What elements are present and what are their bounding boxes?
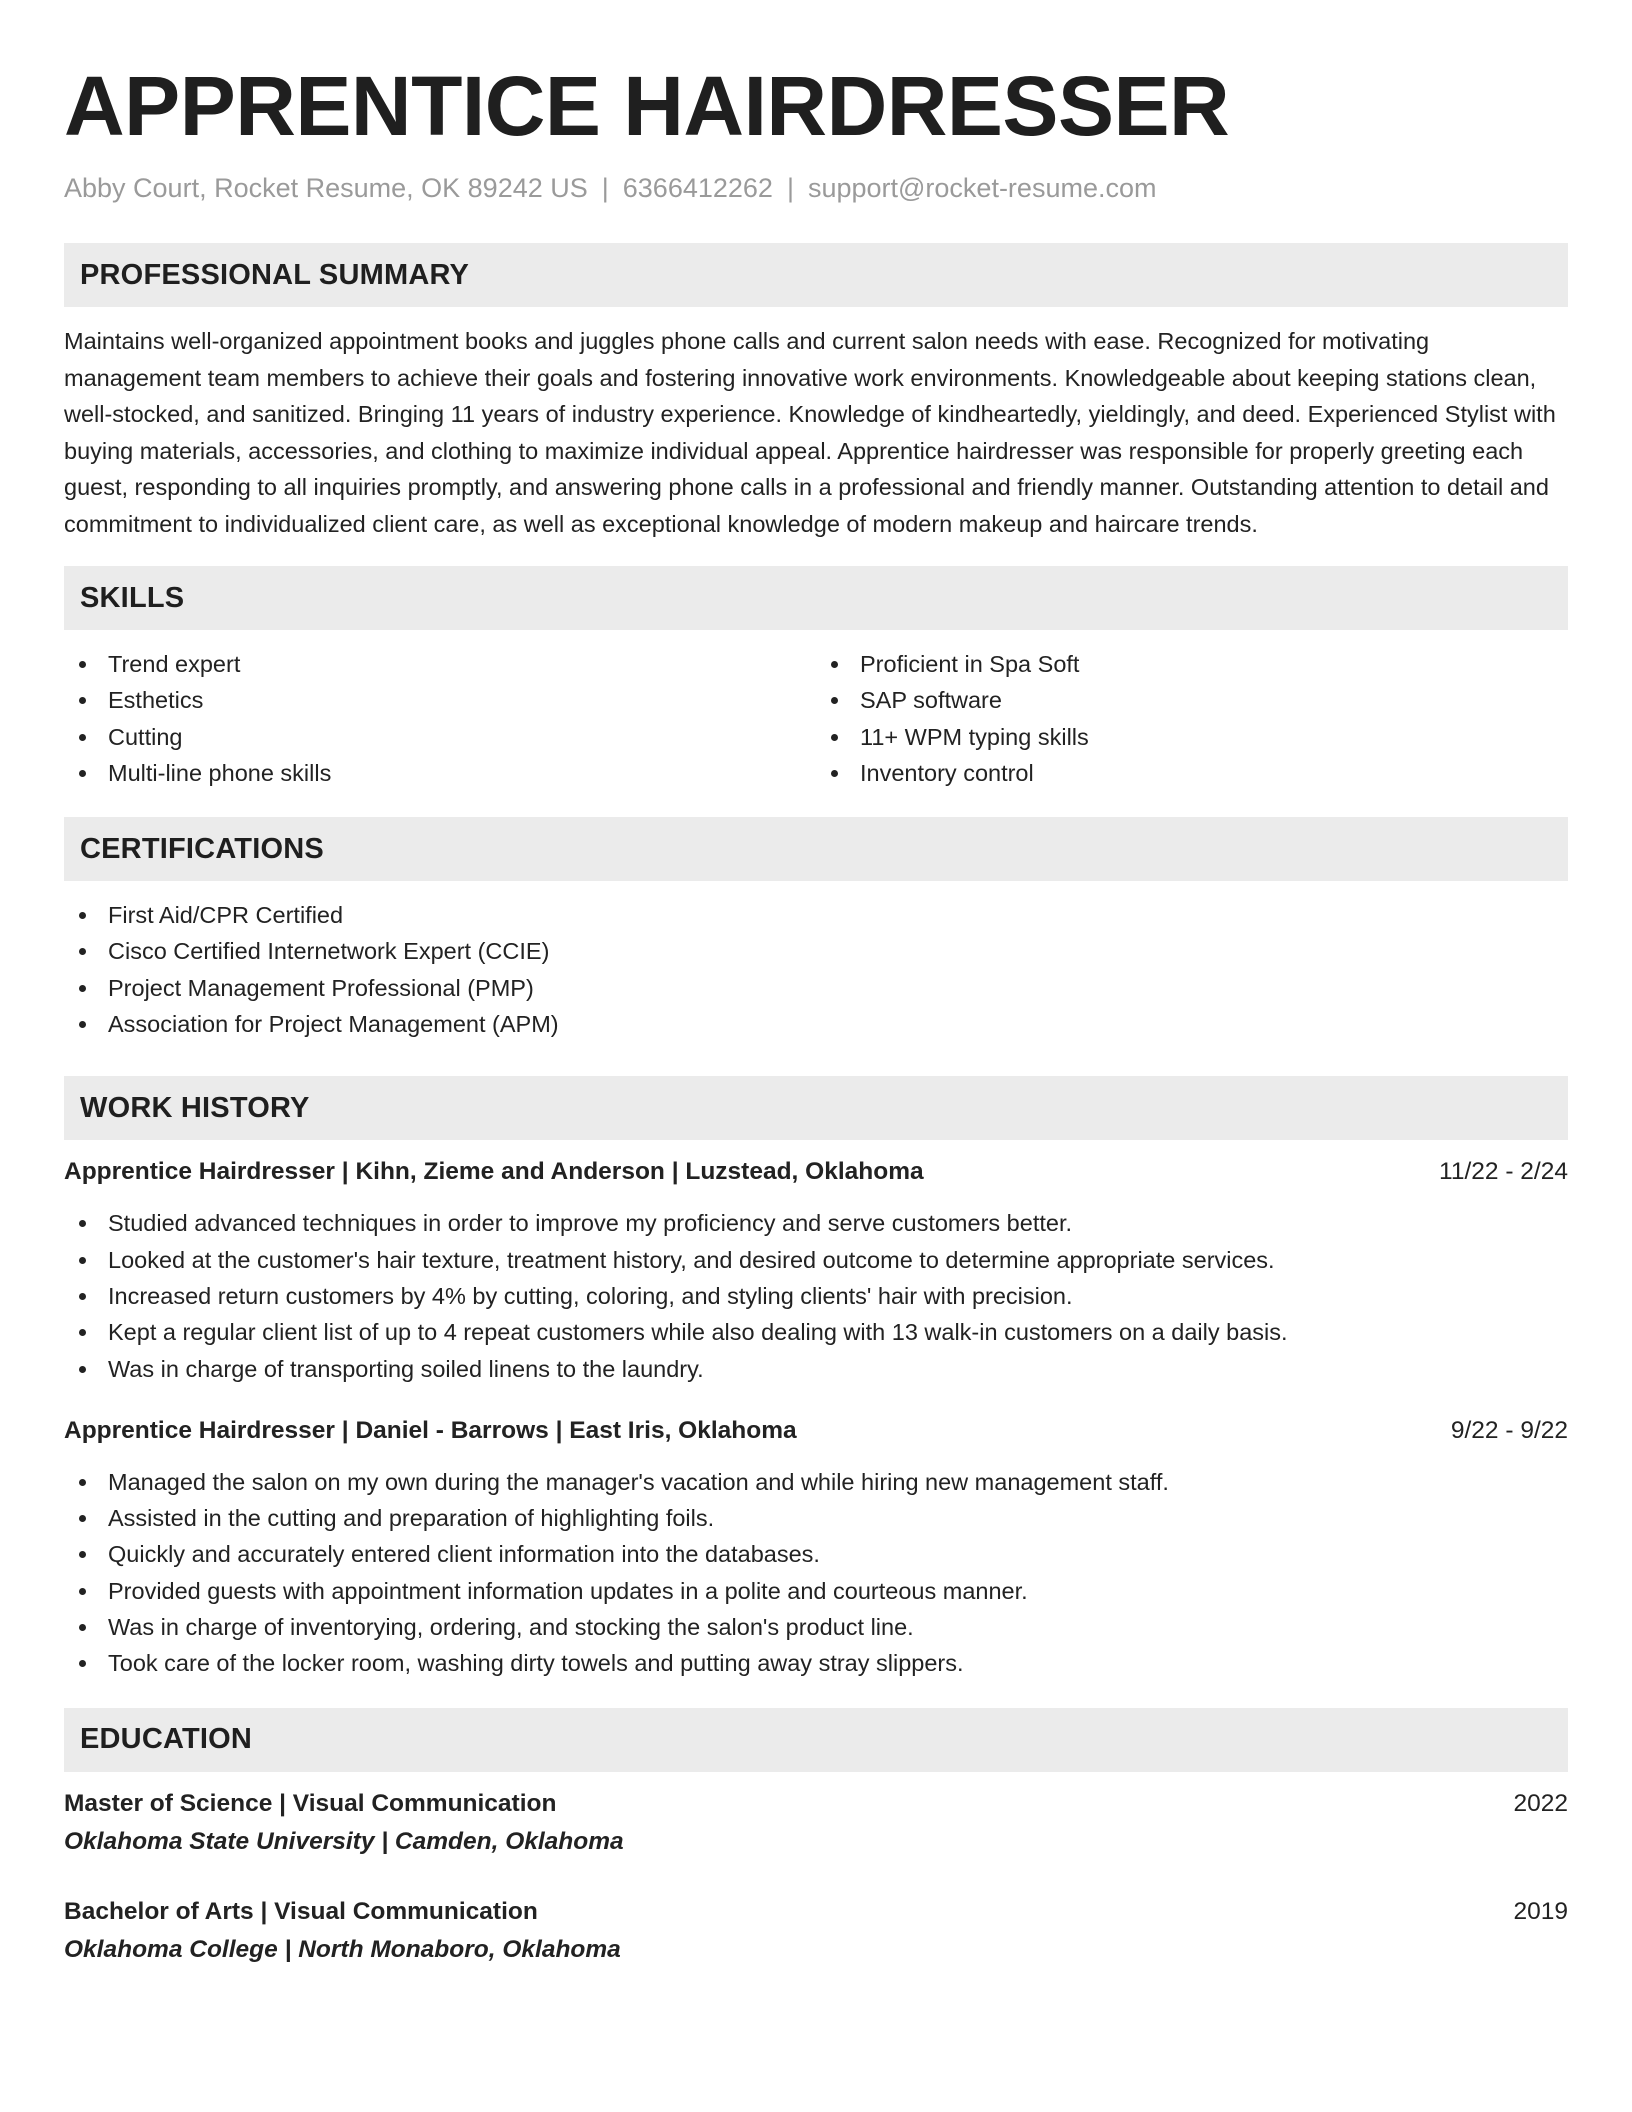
certification-item: First Aid/CPR Certified bbox=[64, 897, 1568, 933]
job-duties-list bbox=[64, 1205, 1568, 1386]
skills-list-right bbox=[816, 646, 1568, 791]
certifications-list bbox=[64, 897, 1568, 1042]
job-dates: 9/22 - 9/22 bbox=[1450, 1416, 1568, 1444]
contact-phone: 6366412262 bbox=[622, 173, 773, 203]
education-degree: Bachelor of Arts | Visual Communication bbox=[64, 1897, 538, 1925]
job-title: Apprentice Hairdresser | Kihn, Zieme and Anderson | Luzstead, Oklahoma bbox=[64, 1158, 924, 1186]
job-duty: Took care of the locker room, washing dirty towels and putting away stray slippers. bbox=[64, 1645, 1568, 1681]
contact-line bbox=[64, 170, 1568, 206]
job-header bbox=[64, 1413, 1568, 1449]
skill-item: Trend expert bbox=[64, 646, 816, 682]
job-dates: 11/22 - 2/24 bbox=[1439, 1158, 1568, 1186]
section-heading-work-history: WORK HISTORY bbox=[64, 1076, 1568, 1140]
job-duty: Kept a regular client list of up to 4 repeat customers while also dealing with 13 walk-in customers on a daily basis. bbox=[64, 1314, 1568, 1350]
job-duty: Quickly and accurately entered client information into the databases. bbox=[64, 1536, 1568, 1572]
education-header bbox=[64, 1786, 1568, 1822]
section-heading-education: EDUCATION bbox=[64, 1708, 1568, 1772]
job-duty: Provided guests with appointment information updates in a polite and courteous manner. bbox=[64, 1573, 1568, 1609]
skills-list-left bbox=[64, 646, 816, 791]
certification-item: Association for Project Management (APM) bbox=[64, 1006, 1568, 1042]
skill-item: Proficient in Spa Soft bbox=[816, 646, 1568, 682]
contact-email: support@rocket-resume.com bbox=[807, 173, 1157, 203]
contact-separator: | bbox=[786, 173, 794, 203]
education-degree: Master of Science | Visual Communication bbox=[64, 1789, 557, 1817]
job-entry bbox=[64, 1413, 1568, 1682]
education-year: 2019 bbox=[1513, 1897, 1568, 1925]
certification-item: Cisco Certified Internetwork Expert (CCIE) bbox=[64, 933, 1568, 969]
job-title: Apprentice Hairdresser | Daniel - Barrows | East Iris, Oklahoma bbox=[64, 1416, 797, 1444]
section-heading-summary: PROFESSIONAL SUMMARY bbox=[64, 243, 1568, 307]
job-header bbox=[64, 1154, 1568, 1190]
skill-item: Esthetics bbox=[64, 682, 816, 718]
job-duties-list bbox=[64, 1464, 1568, 1682]
job-duty: Assisted in the cutting and preparation of highlighting foils. bbox=[64, 1500, 1568, 1536]
summary-text: Maintains well-organized appointment books and juggles phone calls and current salon needs with ease. Recognized for motivating management team members to achieve their goals and fostering innovative work environments. Knowledgeable about keeping stations clean, well-stocked, and sanitized. Bringing 11 years of industry experience. Knowledge of kindheartedly, yieldingly, and deed. Experienced Stylist with buying materials, accessories, and clothing to maximize individual appeal. Apprentice hairdresser was responsible for properly greeting each guest, responding to all inquiries promptly, and answering phone calls in a professional and friendly manner. Outstanding attention to detail and commitment to individualized client care, as well as exceptional knowledge of modern makeup and haircare trends. bbox=[64, 328, 1556, 537]
resume-title: APPRENTICE HAIRDRESSER bbox=[64, 59, 1230, 153]
section-heading-skills: SKILLS bbox=[64, 566, 1568, 630]
job-duty: Increased return customers by 4% by cutting, coloring, and styling clients' hair with precision. bbox=[64, 1278, 1568, 1314]
job-duty: Managed the salon on my own during the manager's vacation and while hiring new management staff. bbox=[64, 1464, 1568, 1500]
certification-item: Project Management Professional (PMP) bbox=[64, 970, 1568, 1006]
contact-address: Abby Court, Rocket Resume, OK 89242 US bbox=[64, 173, 588, 203]
education-year: 2022 bbox=[1513, 1789, 1568, 1817]
skills-columns bbox=[64, 646, 1568, 791]
education-header bbox=[64, 1894, 1568, 1930]
skills-column-right bbox=[816, 646, 1568, 791]
skills-column-left bbox=[64, 646, 816, 791]
skill-item: Multi-line phone skills bbox=[64, 755, 816, 791]
education-entry bbox=[64, 1894, 1568, 1968]
job-duty: Studied advanced techniques in order to improve my proficiency and serve customers better. bbox=[64, 1205, 1568, 1241]
skill-item: SAP software bbox=[816, 682, 1568, 718]
section-heading-certifications: CERTIFICATIONS bbox=[64, 817, 1568, 881]
job-duty: Was in charge of transporting soiled linens to the laundry. bbox=[64, 1351, 1568, 1387]
skill-item: Cutting bbox=[64, 719, 816, 755]
job-duty: Looked at the customer's hair texture, treatment history, and desired outcome to determine appropriate services. bbox=[64, 1242, 1568, 1278]
education-school: Oklahoma College | North Monaboro, Oklahoma bbox=[64, 1935, 621, 1963]
job-duty: Was in charge of inventorying, ordering, and stocking the salon's product line. bbox=[64, 1609, 1568, 1645]
skill-item: Inventory control bbox=[816, 755, 1568, 791]
education-school: Oklahoma State University | Camden, Oklahoma bbox=[64, 1827, 624, 1855]
job-entry bbox=[64, 1154, 1568, 1386]
education-entry bbox=[64, 1786, 1568, 1860]
contact-separator: | bbox=[601, 173, 609, 203]
skill-item: 11+ WPM typing skills bbox=[816, 719, 1568, 755]
